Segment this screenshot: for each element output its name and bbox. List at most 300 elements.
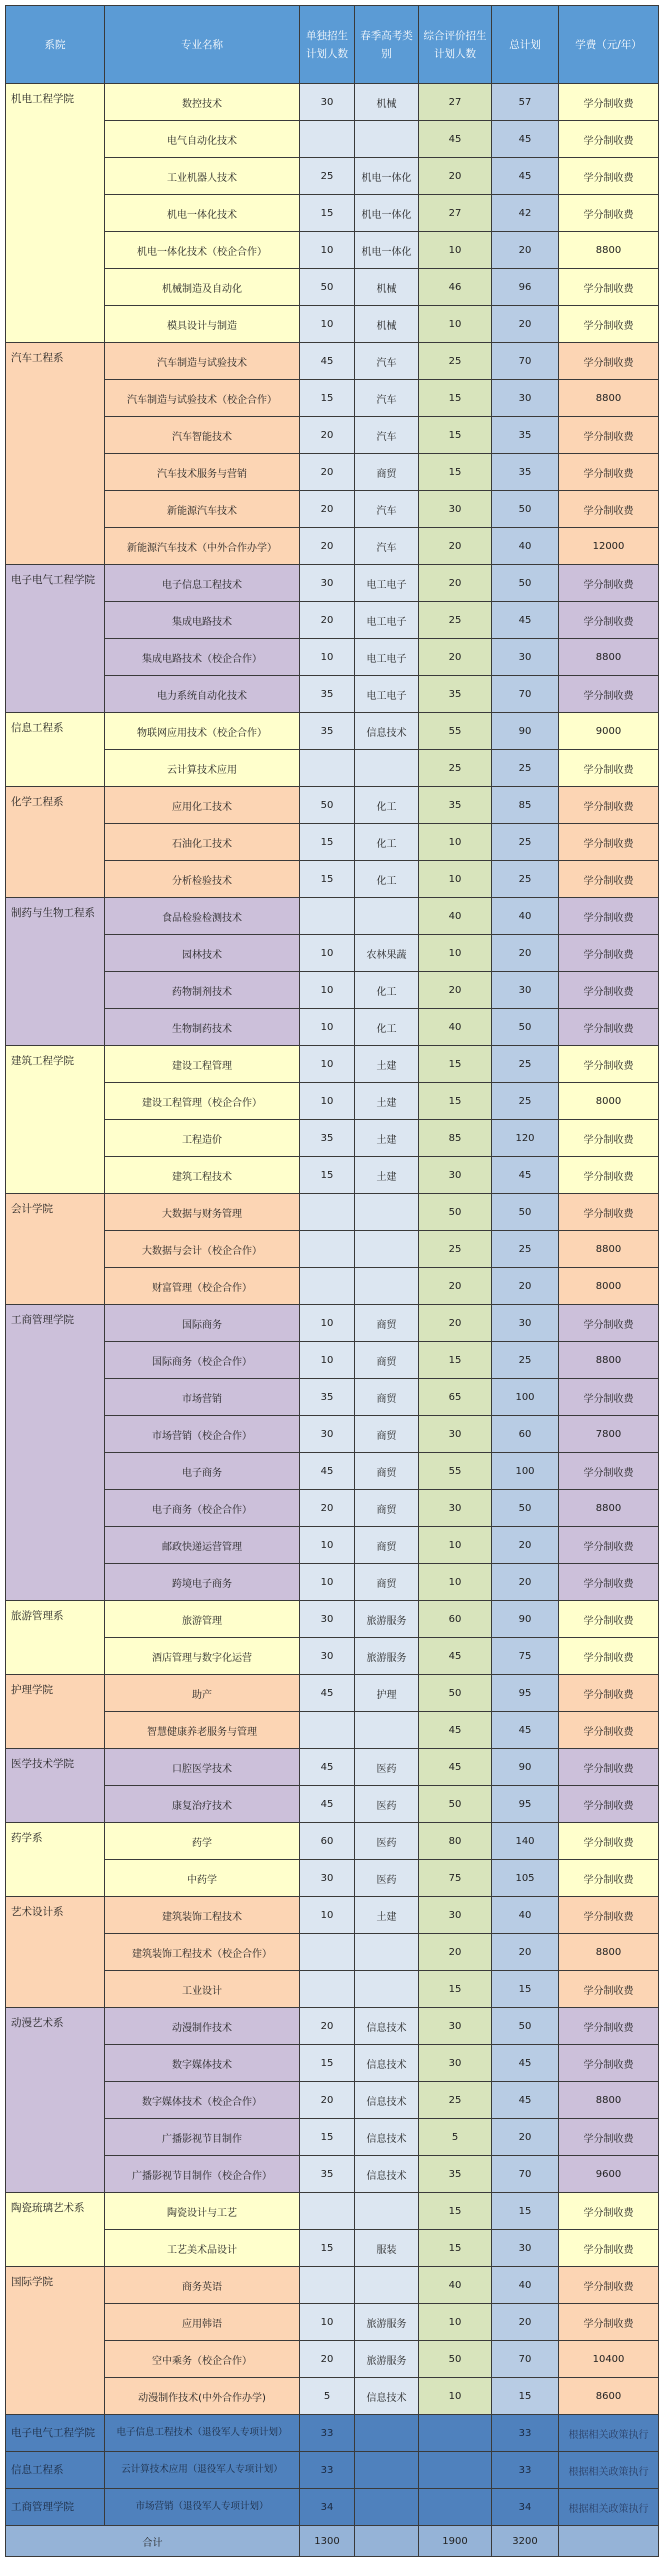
comprehensive-cell: 10 bbox=[419, 824, 492, 861]
total-plan-cell: 60 bbox=[492, 1416, 559, 1453]
total-plan-cell: 70 bbox=[492, 2341, 559, 2378]
total-tuition bbox=[559, 2526, 659, 2557]
comprehensive-cell: 30 bbox=[419, 2045, 492, 2082]
tuition-cell: 7800 bbox=[559, 1416, 659, 1453]
comprehensive-cell: 15 bbox=[419, 1046, 492, 1083]
total-plan-cell: 70 bbox=[492, 343, 559, 380]
tuition-cell: 学分制收费 bbox=[559, 1527, 659, 1564]
table-row bbox=[6, 1046, 659, 1083]
tuition-cell: 学分制收费 bbox=[559, 935, 659, 972]
total-plan: 3200 bbox=[492, 2526, 559, 2557]
tuition-cell: 学分制收费 bbox=[559, 121, 659, 158]
exam-category-cell bbox=[355, 1268, 419, 1305]
table-row bbox=[6, 787, 659, 824]
header-spring-exam-category: 春季高考类别 bbox=[355, 6, 419, 84]
exam-category-cell: 信息技术 bbox=[355, 2045, 419, 2082]
comprehensive-cell: 10 bbox=[419, 306, 492, 343]
total-plan-cell: 42 bbox=[492, 195, 559, 232]
total-plan-cell: 90 bbox=[492, 1601, 559, 1638]
total-single-enrollment: 1300 bbox=[300, 2526, 355, 2557]
single-enrollment-cell: 10 bbox=[300, 639, 355, 676]
comprehensive-cell: 50 bbox=[419, 1786, 492, 1823]
comprehensive-cell: 35 bbox=[419, 2156, 492, 2193]
tuition-cell: 学分制收费 bbox=[559, 750, 659, 787]
tuition-cell: 学分制收费 bbox=[559, 824, 659, 861]
single-enrollment-cell: 35 bbox=[300, 713, 355, 750]
exam-category-cell: 商贸 bbox=[355, 1564, 419, 1601]
single-enrollment-cell: 30 bbox=[300, 1416, 355, 1453]
exam-category-cell: 土建 bbox=[355, 1897, 419, 1934]
single-enrollment-cell: 50 bbox=[300, 269, 355, 306]
exam-category-cell: 旅游服务 bbox=[355, 1601, 419, 1638]
comprehensive-cell: 46 bbox=[419, 269, 492, 306]
tuition-cell: 10400 bbox=[559, 2341, 659, 2378]
single-enrollment-cell bbox=[300, 1712, 355, 1749]
major-cell: 酒店管理与数字化运营 bbox=[105, 1638, 300, 1675]
tuition-cell: 学分制收费 bbox=[559, 787, 659, 824]
department-cell: 护理学院 bbox=[6, 1675, 105, 1749]
single-enrollment-cell: 20 bbox=[300, 2008, 355, 2045]
tuition-cell: 8000 bbox=[559, 1083, 659, 1120]
exam-category-cell: 护理 bbox=[355, 1675, 419, 1712]
total-plan-cell: 50 bbox=[492, 2008, 559, 2045]
total-plan-cell: 30 bbox=[492, 2230, 559, 2267]
department-cell: 会计学院 bbox=[6, 1194, 105, 1305]
tuition-cell: 8800 bbox=[559, 380, 659, 417]
single-enrollment-cell: 15 bbox=[300, 861, 355, 898]
major-cell: 应用韩语 bbox=[105, 2304, 300, 2341]
total-plan-cell: 30 bbox=[492, 1305, 559, 1342]
exam-category-cell: 汽车 bbox=[355, 528, 419, 565]
single-enrollment-cell: 15 bbox=[300, 2045, 355, 2082]
total-plan-cell: 45 bbox=[492, 158, 559, 195]
tuition-cell: 学分制收费 bbox=[559, 454, 659, 491]
tuition-cell: 8800 bbox=[559, 1490, 659, 1527]
department-cell: 制药与生物工程系 bbox=[6, 898, 105, 1046]
major-cell: 园林技术 bbox=[105, 935, 300, 972]
comprehensive-cell: 35 bbox=[419, 676, 492, 713]
comprehensive-cell: 30 bbox=[419, 1416, 492, 1453]
total-plan-cell: 20 bbox=[492, 1934, 559, 1971]
table-row bbox=[6, 1601, 659, 1638]
total-plan-cell: 20 bbox=[492, 935, 559, 972]
comprehensive-cell: 55 bbox=[419, 1453, 492, 1490]
exam-category-cell: 汽车 bbox=[355, 491, 419, 528]
single-enrollment-cell bbox=[300, 2267, 355, 2304]
comprehensive-cell: 40 bbox=[419, 2267, 492, 2304]
total-plan-cell: 100 bbox=[492, 1379, 559, 1416]
comprehensive-cell: 50 bbox=[419, 1675, 492, 1712]
department-cell: 电子电气工程学院 bbox=[6, 565, 105, 713]
exam-category-cell bbox=[355, 2452, 419, 2489]
department-cell: 电子电气工程学院 bbox=[6, 2415, 105, 2452]
tuition-cell: 学分制收费 bbox=[559, 1786, 659, 1823]
comprehensive-cell: 10 bbox=[419, 2304, 492, 2341]
exam-category-cell: 商贸 bbox=[355, 1416, 419, 1453]
total-plan-cell: 45 bbox=[492, 121, 559, 158]
major-cell: 市场营销（退役军人专项计划） bbox=[105, 2489, 300, 2526]
major-cell: 数字媒体技术（校企合作） bbox=[105, 2082, 300, 2119]
exam-category-cell: 商贸 bbox=[355, 1490, 419, 1527]
tuition-cell: 学分制收费 bbox=[559, 1638, 659, 1675]
single-enrollment-cell: 10 bbox=[300, 1009, 355, 1046]
major-cell: 物联网应用技术（校企合作） bbox=[105, 713, 300, 750]
comprehensive-cell: 10 bbox=[419, 861, 492, 898]
tuition-cell: 学分制收费 bbox=[559, 2119, 659, 2156]
exam-category-cell: 化工 bbox=[355, 1009, 419, 1046]
comprehensive-cell bbox=[419, 2415, 492, 2452]
single-enrollment-cell: 30 bbox=[300, 1638, 355, 1675]
exam-category-cell bbox=[355, 1934, 419, 1971]
total-plan-cell: 75 bbox=[492, 1638, 559, 1675]
total-plan-cell: 45 bbox=[492, 2045, 559, 2082]
single-enrollment-cell bbox=[300, 898, 355, 935]
total-plan-cell: 50 bbox=[492, 1194, 559, 1231]
exam-category-cell: 土建 bbox=[355, 1046, 419, 1083]
header-comprehensive-evaluation: 综合评价招生计划人数 bbox=[419, 6, 492, 84]
comprehensive-cell: 50 bbox=[419, 2341, 492, 2378]
major-cell: 广播影视节目制作（校企合作） bbox=[105, 2156, 300, 2193]
tuition-cell: 学分制收费 bbox=[559, 1379, 659, 1416]
tuition-cell: 学分制收费 bbox=[559, 1564, 659, 1601]
total-plan-cell: 20 bbox=[492, 232, 559, 269]
header-total-plan: 总计划 bbox=[492, 6, 559, 84]
tuition-cell: 8800 bbox=[559, 1342, 659, 1379]
exam-category-cell bbox=[355, 898, 419, 935]
tuition-cell: 学分制收费 bbox=[559, 1046, 659, 1083]
comprehensive-cell: 15 bbox=[419, 1971, 492, 2008]
tuition-cell: 学分制收费 bbox=[559, 2267, 659, 2304]
header-tuition: 学费（元/年） bbox=[559, 6, 659, 84]
total-plan-cell: 45 bbox=[492, 2082, 559, 2119]
major-cell: 建筑工程技术 bbox=[105, 1157, 300, 1194]
table-row bbox=[6, 2008, 659, 2045]
single-enrollment-cell: 34 bbox=[300, 2489, 355, 2526]
header-single-enrollment: 单独招生计划人数 bbox=[300, 6, 355, 84]
total-plan-cell: 25 bbox=[492, 1231, 559, 1268]
total-plan-cell: 95 bbox=[492, 1675, 559, 1712]
exam-category-cell: 机电一体化 bbox=[355, 232, 419, 269]
department-cell: 机电工程学院 bbox=[6, 84, 105, 343]
major-cell: 财富管理（校企合作） bbox=[105, 1268, 300, 1305]
major-cell: 应用化工技术 bbox=[105, 787, 300, 824]
exam-category-cell: 化工 bbox=[355, 972, 419, 1009]
comprehensive-cell: 55 bbox=[419, 713, 492, 750]
major-cell: 建设工程管理（校企合作） bbox=[105, 1083, 300, 1120]
major-cell: 工程造价 bbox=[105, 1120, 300, 1157]
header-department: 系院 bbox=[6, 6, 105, 84]
total-plan-cell: 90 bbox=[492, 713, 559, 750]
total-plan-cell: 25 bbox=[492, 1342, 559, 1379]
tuition-cell: 8800 bbox=[559, 639, 659, 676]
single-enrollment-cell: 10 bbox=[300, 1305, 355, 1342]
table-row bbox=[6, 1823, 659, 1860]
comprehensive-cell: 25 bbox=[419, 750, 492, 787]
comprehensive-cell: 80 bbox=[419, 1823, 492, 1860]
major-cell: 电子商务（校企合作） bbox=[105, 1490, 300, 1527]
special-row bbox=[6, 2489, 659, 2526]
total-plan-cell: 40 bbox=[492, 2267, 559, 2304]
tuition-cell: 学分制收费 bbox=[559, 1749, 659, 1786]
single-enrollment-cell: 15 bbox=[300, 1157, 355, 1194]
total-exam-category bbox=[355, 2526, 419, 2557]
table-row bbox=[6, 1749, 659, 1786]
exam-category-cell: 电工电子 bbox=[355, 602, 419, 639]
single-enrollment-cell bbox=[300, 1971, 355, 2008]
tuition-cell: 学分制收费 bbox=[559, 1157, 659, 1194]
comprehensive-cell: 20 bbox=[419, 565, 492, 602]
single-enrollment-cell: 20 bbox=[300, 602, 355, 639]
single-enrollment-cell: 33 bbox=[300, 2415, 355, 2452]
total-plan-cell: 45 bbox=[492, 1157, 559, 1194]
single-enrollment-cell: 35 bbox=[300, 676, 355, 713]
tuition-cell: 学分制收费 bbox=[559, 417, 659, 454]
tuition-cell: 学分制收费 bbox=[559, 676, 659, 713]
comprehensive-cell: 15 bbox=[419, 1083, 492, 1120]
single-enrollment-cell: 15 bbox=[300, 380, 355, 417]
major-cell: 电力系统自动化技术 bbox=[105, 676, 300, 713]
major-cell: 大数据与会计（校企合作） bbox=[105, 1231, 300, 1268]
table-row bbox=[6, 1194, 659, 1231]
single-enrollment-cell: 10 bbox=[300, 1564, 355, 1601]
comprehensive-cell: 5 bbox=[419, 2119, 492, 2156]
total-plan-cell: 120 bbox=[492, 1120, 559, 1157]
major-cell: 康复治疗技术 bbox=[105, 1786, 300, 1823]
comprehensive-cell: 30 bbox=[419, 1157, 492, 1194]
tuition-cell: 学分制收费 bbox=[559, 1897, 659, 1934]
tuition-cell: 学分制收费 bbox=[559, 602, 659, 639]
single-enrollment-cell: 15 bbox=[300, 2230, 355, 2267]
comprehensive-cell: 40 bbox=[419, 1009, 492, 1046]
major-cell: 集成电路技术（校企合作） bbox=[105, 639, 300, 676]
single-enrollment-cell bbox=[300, 1268, 355, 1305]
exam-category-cell: 土建 bbox=[355, 1083, 419, 1120]
single-enrollment-cell: 10 bbox=[300, 1083, 355, 1120]
major-cell: 汽车智能技术 bbox=[105, 417, 300, 454]
total-plan-cell: 50 bbox=[492, 565, 559, 602]
comprehensive-cell: 20 bbox=[419, 1305, 492, 1342]
single-enrollment-cell: 15 bbox=[300, 2119, 355, 2156]
comprehensive-cell: 10 bbox=[419, 1564, 492, 1601]
exam-category-cell bbox=[355, 121, 419, 158]
tuition-cell: 学分制收费 bbox=[559, 565, 659, 602]
single-enrollment-cell: 20 bbox=[300, 417, 355, 454]
total-plan-cell: 40 bbox=[492, 528, 559, 565]
major-cell: 国际商务（校企合作） bbox=[105, 1342, 300, 1379]
exam-category-cell bbox=[355, 750, 419, 787]
major-cell: 电子信息工程技术 bbox=[105, 565, 300, 602]
exam-category-cell bbox=[355, 2489, 419, 2526]
single-enrollment-cell: 10 bbox=[300, 972, 355, 1009]
single-enrollment-cell: 20 bbox=[300, 1490, 355, 1527]
exam-category-cell: 商贸 bbox=[355, 1305, 419, 1342]
major-cell: 新能源汽车技术 bbox=[105, 491, 300, 528]
exam-category-cell: 旅游服务 bbox=[355, 1638, 419, 1675]
major-cell: 国际商务 bbox=[105, 1305, 300, 1342]
exam-category-cell: 农林果蔬 bbox=[355, 935, 419, 972]
tuition-cell: 学分制收费 bbox=[559, 343, 659, 380]
exam-category-cell: 化工 bbox=[355, 861, 419, 898]
table-body bbox=[6, 84, 659, 2557]
major-cell: 新能源汽车技术（中外合作办学） bbox=[105, 528, 300, 565]
comprehensive-cell: 85 bbox=[419, 1120, 492, 1157]
major-cell: 数字媒体技术 bbox=[105, 2045, 300, 2082]
comprehensive-cell: 15 bbox=[419, 2193, 492, 2230]
total-plan-cell: 40 bbox=[492, 1897, 559, 1934]
major-cell: 电气自动化技术 bbox=[105, 121, 300, 158]
tuition-cell: 学分制收费 bbox=[559, 2230, 659, 2267]
single-enrollment-cell: 35 bbox=[300, 1120, 355, 1157]
tuition-cell: 学分制收费 bbox=[559, 972, 659, 1009]
major-cell: 电子信息工程技术（退役军人专项计划） bbox=[105, 2415, 300, 2452]
comprehensive-cell: 10 bbox=[419, 1527, 492, 1564]
exam-category-cell: 化工 bbox=[355, 824, 419, 861]
single-enrollment-cell: 10 bbox=[300, 2304, 355, 2341]
total-plan-cell: 45 bbox=[492, 602, 559, 639]
single-enrollment-cell: 30 bbox=[300, 565, 355, 602]
total-plan-cell: 33 bbox=[492, 2452, 559, 2489]
single-enrollment-cell: 20 bbox=[300, 528, 355, 565]
comprehensive-cell: 25 bbox=[419, 2082, 492, 2119]
exam-category-cell: 旅游服务 bbox=[355, 2341, 419, 2378]
exam-category-cell: 机械 bbox=[355, 306, 419, 343]
total-plan-cell: 20 bbox=[492, 306, 559, 343]
single-enrollment-cell: 25 bbox=[300, 158, 355, 195]
tuition-cell: 学分制收费 bbox=[559, 2008, 659, 2045]
major-cell: 电子商务 bbox=[105, 1453, 300, 1490]
major-cell: 云计算技术应用（退役军人专项计划） bbox=[105, 2452, 300, 2489]
comprehensive-cell: 20 bbox=[419, 528, 492, 565]
exam-category-cell: 化工 bbox=[355, 787, 419, 824]
total-plan-cell: 15 bbox=[492, 2378, 559, 2415]
single-enrollment-cell: 20 bbox=[300, 454, 355, 491]
major-cell: 机械制造及自动化 bbox=[105, 269, 300, 306]
department-cell: 旅游管理系 bbox=[6, 1601, 105, 1675]
tuition-cell: 学分制收费 bbox=[559, 1120, 659, 1157]
department-cell: 动漫艺术系 bbox=[6, 2008, 105, 2193]
tuition-cell: 学分制收费 bbox=[559, 2193, 659, 2230]
tuition-cell: 学分制收费 bbox=[559, 84, 659, 121]
tuition-cell: 学分制收费 bbox=[559, 1712, 659, 1749]
single-enrollment-cell: 33 bbox=[300, 2452, 355, 2489]
total-plan-cell: 25 bbox=[492, 861, 559, 898]
total-plan-cell: 50 bbox=[492, 491, 559, 528]
tuition-cell: 学分制收费 bbox=[559, 158, 659, 195]
exam-category-cell: 汽车 bbox=[355, 380, 419, 417]
total-row bbox=[6, 2526, 659, 2557]
major-cell: 石油化工技术 bbox=[105, 824, 300, 861]
exam-category-cell: 机械 bbox=[355, 269, 419, 306]
total-label: 合计 bbox=[6, 2526, 300, 2557]
comprehensive-cell: 50 bbox=[419, 1194, 492, 1231]
comprehensive-cell: 15 bbox=[419, 1342, 492, 1379]
exam-category-cell: 土建 bbox=[355, 1157, 419, 1194]
single-enrollment-cell: 20 bbox=[300, 491, 355, 528]
major-cell: 动漫制作技术 bbox=[105, 2008, 300, 2045]
single-enrollment-cell: 20 bbox=[300, 2341, 355, 2378]
major-cell: 集成电路技术 bbox=[105, 602, 300, 639]
single-enrollment-cell: 10 bbox=[300, 1342, 355, 1379]
exam-category-cell bbox=[355, 1712, 419, 1749]
total-comprehensive: 1900 bbox=[419, 2526, 492, 2557]
exam-category-cell bbox=[355, 2267, 419, 2304]
total-plan-cell: 90 bbox=[492, 1749, 559, 1786]
comprehensive-cell: 25 bbox=[419, 343, 492, 380]
department-cell: 药学系 bbox=[6, 1823, 105, 1897]
table-row bbox=[6, 1897, 659, 1934]
single-enrollment-cell bbox=[300, 1231, 355, 1268]
exam-category-cell: 医药 bbox=[355, 1749, 419, 1786]
tuition-cell: 学分制收费 bbox=[559, 306, 659, 343]
exam-category-cell: 信息技术 bbox=[355, 2082, 419, 2119]
comprehensive-cell: 30 bbox=[419, 2008, 492, 2045]
single-enrollment-cell bbox=[300, 2193, 355, 2230]
exam-category-cell bbox=[355, 1231, 419, 1268]
exam-category-cell: 信息技术 bbox=[355, 2156, 419, 2193]
total-plan-cell: 30 bbox=[492, 639, 559, 676]
exam-category-cell: 商贸 bbox=[355, 1342, 419, 1379]
exam-category-cell: 汽车 bbox=[355, 343, 419, 380]
comprehensive-cell: 40 bbox=[419, 898, 492, 935]
tuition-cell: 学分制收费 bbox=[559, 1009, 659, 1046]
comprehensive-cell: 35 bbox=[419, 787, 492, 824]
exam-category-cell: 医药 bbox=[355, 1823, 419, 1860]
single-enrollment-cell: 45 bbox=[300, 343, 355, 380]
tuition-cell: 9000 bbox=[559, 713, 659, 750]
major-cell: 助产 bbox=[105, 1675, 300, 1712]
total-plan-cell: 15 bbox=[492, 2193, 559, 2230]
tuition-cell: 学分制收费 bbox=[559, 269, 659, 306]
comprehensive-cell: 27 bbox=[419, 195, 492, 232]
tuition-cell: 学分制收费 bbox=[559, 861, 659, 898]
comprehensive-cell: 65 bbox=[419, 1379, 492, 1416]
tuition-cell: 9600 bbox=[559, 2156, 659, 2193]
major-cell: 市场营销 bbox=[105, 1379, 300, 1416]
exam-category-cell: 医药 bbox=[355, 1860, 419, 1897]
tuition-cell: 学分制收费 bbox=[559, 1675, 659, 1712]
single-enrollment-cell: 30 bbox=[300, 1860, 355, 1897]
exam-category-cell: 机电一体化 bbox=[355, 195, 419, 232]
major-cell: 汽车制造与试验技术（校企合作） bbox=[105, 380, 300, 417]
tuition-cell: 学分制收费 bbox=[559, 898, 659, 935]
single-enrollment-cell: 10 bbox=[300, 306, 355, 343]
major-cell: 旅游管理 bbox=[105, 1601, 300, 1638]
exam-category-cell: 商贸 bbox=[355, 1379, 419, 1416]
single-enrollment-cell: 5 bbox=[300, 2378, 355, 2415]
total-plan-cell: 20 bbox=[492, 1564, 559, 1601]
department-cell: 建筑工程学院 bbox=[6, 1046, 105, 1194]
single-enrollment-cell: 45 bbox=[300, 1786, 355, 1823]
comprehensive-cell: 45 bbox=[419, 1712, 492, 1749]
total-plan-cell: 20 bbox=[492, 2119, 559, 2156]
department-cell: 艺术设计系 bbox=[6, 1897, 105, 2008]
tuition-cell: 8800 bbox=[559, 1934, 659, 1971]
major-cell: 口腔医学技术 bbox=[105, 1749, 300, 1786]
exam-category-cell: 电工电子 bbox=[355, 676, 419, 713]
tuition-cell: 8800 bbox=[559, 1231, 659, 1268]
total-plan-cell: 33 bbox=[492, 2415, 559, 2452]
exam-category-cell: 信息技术 bbox=[355, 2119, 419, 2156]
comprehensive-cell: 20 bbox=[419, 639, 492, 676]
exam-category-cell: 旅游服务 bbox=[355, 2304, 419, 2341]
major-cell: 市场营销（校企合作） bbox=[105, 1416, 300, 1453]
tuition-cell: 学分制收费 bbox=[559, 1194, 659, 1231]
department-cell: 汽车工程系 bbox=[6, 343, 105, 565]
major-cell: 药物制剂技术 bbox=[105, 972, 300, 1009]
total-plan-cell: 30 bbox=[492, 972, 559, 1009]
comprehensive-cell: 60 bbox=[419, 1601, 492, 1638]
exam-category-cell: 土建 bbox=[355, 1120, 419, 1157]
